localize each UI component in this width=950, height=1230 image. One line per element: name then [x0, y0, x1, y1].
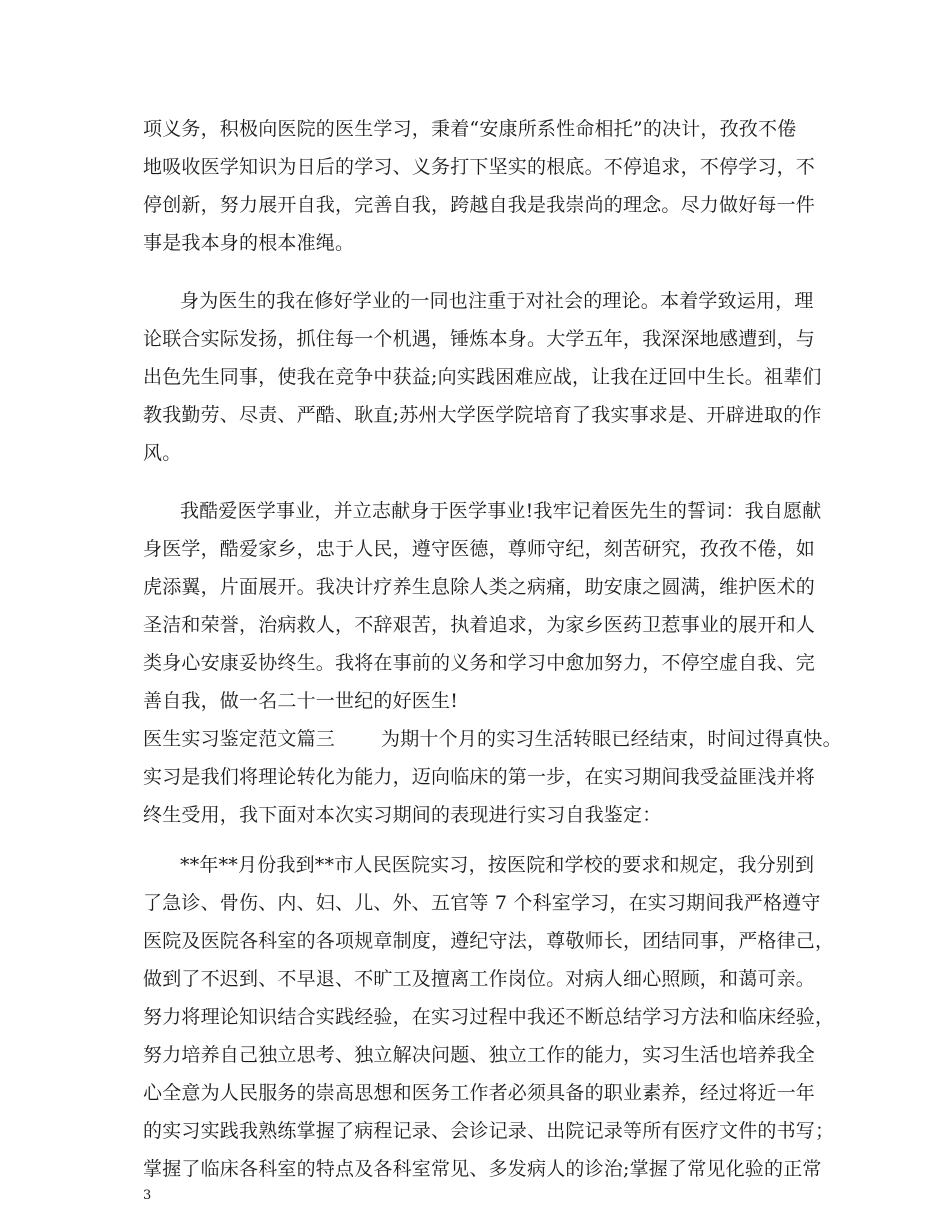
- text-line: 圣洁和荣誉，治病救人，不辞艰苦，执着追求，为家乡医药卫惹事业的展开和人: [143, 614, 816, 636]
- section-title: 医生实习鉴定范文篇三: [143, 728, 336, 750]
- section-intro-text: 为期十个月的实习生活转眼已经结束，时间过得真快。: [381, 728, 842, 750]
- text-line: 医院及医院各科室的各项规章制度，遵纪守法，尊敬师长，团结同事，严格律己，: [143, 930, 835, 952]
- text-line: 停创新，努力展开自我，完善自我，跨越自我是我崇尚的理念。尽力做好每一件: [143, 194, 816, 216]
- text-line: 出色先生同事，使我在竞争中获益;向实践困难应战，让我在迂回中生长。祖辈们: [143, 366, 822, 388]
- text-line: 的实习实践我熟练掌握了病程记录、会诊记录、出院记录等所有医疗文件的书写；: [143, 1120, 835, 1142]
- text-line: 项义务，积极向医院的医生学习，秉着“安康所系性命相托”的决计，孜孜不倦: [143, 118, 797, 140]
- text-line: 了急诊、骨伤、内、妇、儿、外、五官等 7 个科室学习，在实习期间我严格遵守: [143, 892, 821, 914]
- section-heading-line: [143, 720, 842, 758]
- text-line: 论联合实际发扬，抓住每一个机遇，锤炼本身。大学五年，我深深地感遭到，与: [143, 328, 816, 350]
- text-line: 类身心安康妥协终生。我将在事前的义务和学习中愈加努力，不停空虚自我、完: [143, 652, 816, 674]
- text-line: 善自我，做一名二十一世纪的好医生!: [143, 690, 459, 712]
- text-line: 事是我本身的根本准绳。: [143, 232, 355, 254]
- text-line: 实习是我们将理论转化为能力，迈向临床的第一步，在实习期间我受益匪浅并将: [143, 766, 816, 788]
- text-line: 身医学，酷爱家乡，忠于人民，遵守医德，尊师守纪，刻苦研究，孜孜不倦，如: [143, 538, 816, 560]
- text-line: 努力将理论知识结合实践经验，在实习过程中我还不断总结学习方法和临床经验，: [143, 1006, 835, 1028]
- text-line: **年**月份我到**市人民医院实习，按医院和学校的要求和规定，我分别到: [180, 854, 815, 876]
- text-line: 努力培养自己独立思考、独立解决问题、独立工作的能力，实习生活也培养我全: [143, 1044, 816, 1066]
- text-line: 教我勤劳、尽责、严酷、耿直;苏州大学医学院培育了我实事求是、开辟进取的作: [143, 404, 822, 426]
- text-line: 风。: [143, 442, 182, 464]
- text-line: 我酷爱医学事业，并立志献身于医学事业!我牢记着医先生的誓词：我自愿献: [180, 500, 822, 522]
- page-number: 3: [143, 1188, 152, 1203]
- text-line: 做到了不迟到、不早退、不旷工及擅离工作岗位。对病人细心照顾，和蔼可亲。: [143, 968, 816, 990]
- text-line: 终生受用，我下面对本次实习期间的表现进行实习自我鉴定：: [143, 804, 662, 826]
- text-line: 掌握了临床各科室的特点及各科室常见、多发病人的诊治;掌握了常见化验的正常: [143, 1158, 822, 1180]
- text-line: 身为医生的我在修好学业的一同也注重于对社会的理论。本着学致运用，理: [180, 290, 814, 312]
- text-line: 心全意为人民服务的崇高思想和医务工作者必须具备的职业素养，经过将近一年: [143, 1082, 816, 1104]
- text-line: 地吸收医学知识为日后的学习、义务打下坚实的根底。不停追求，不停学习，不: [143, 156, 816, 178]
- text-line: 虎添翼，片面展开。我决计疗养生息除人类之病痛，助安康之圆满，维护医术的: [143, 576, 816, 598]
